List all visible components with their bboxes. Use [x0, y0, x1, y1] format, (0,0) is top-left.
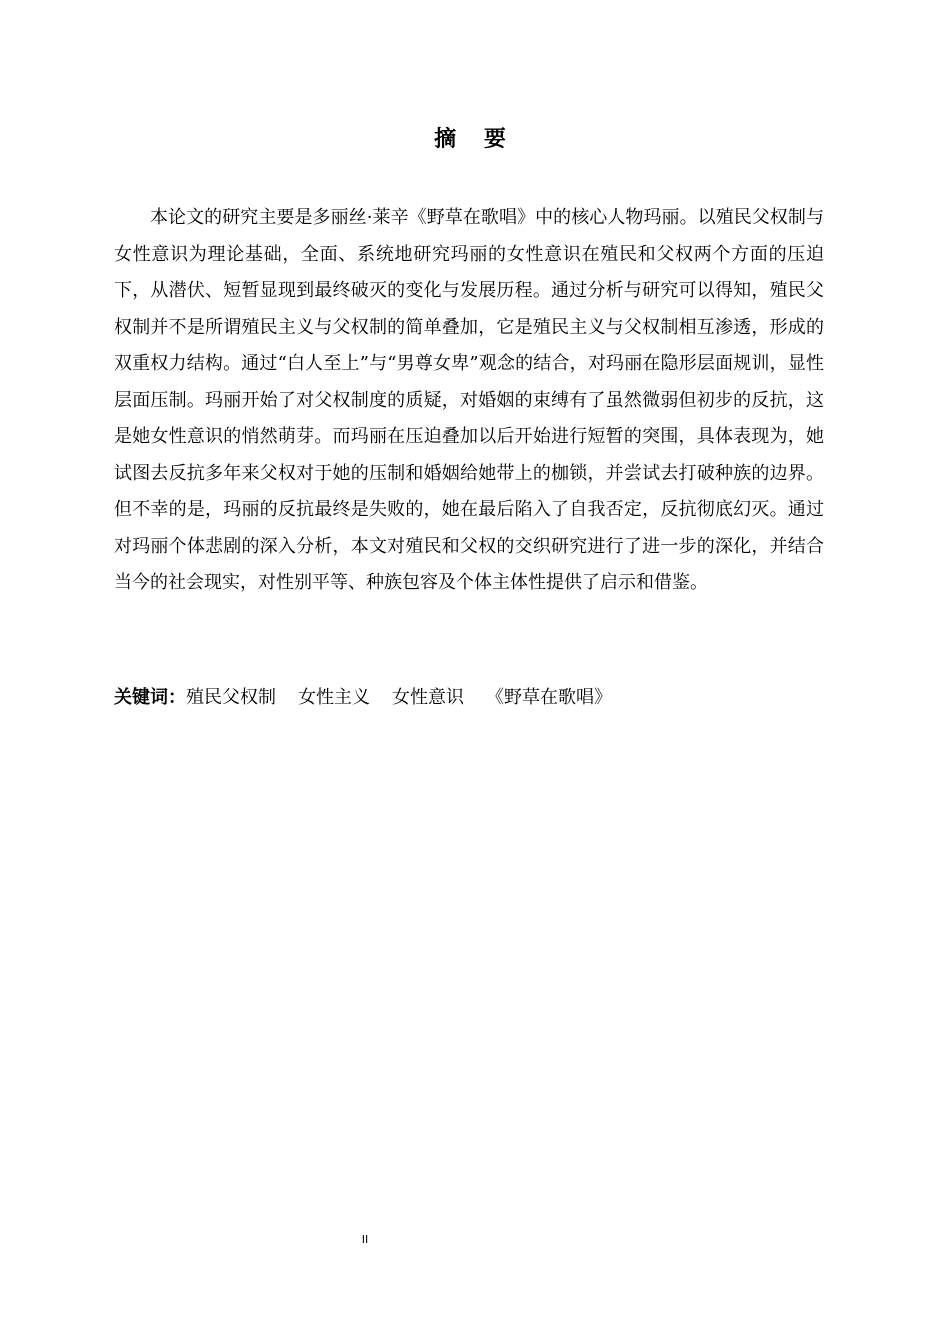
page-title: 摘 要 [434, 127, 516, 152]
keywords-label: 关键词： [114, 687, 186, 708]
keyword-item: 《野草在歌唱》 [486, 687, 612, 708]
keyword-item: 女性主义 [298, 687, 370, 708]
abstract-paragraph: 本论文的研究主要是多丽丝·莱辛《野草在歌唱》中的核心人物玛丽。以殖民父权制与女性意识为理论基础，全面、系统地研究玛丽的女性意识在殖民和父权两个方面的压迫下，从潜伏、短暂显现到最终破灭的变化与发展历程。通过分析与研究可以得知，殖民父权制并不是所谓殖民主义与父权制的简单叠加，它是殖民主义与父权制相互渗透，形成的双重权力结构。通过“白人至上”与“男尊女卑”观念的结合，对玛丽在隐形层面规训，显性层面压制。玛丽开始了对父权制度的质疑，对婚姻的束缚有了虽然微弱但初步的反抗，这是她女性意识的悄然萌芽。而玛丽在压迫叠加以后开始进行短暂的突围，具体表现为，她试图去反抗多年来父权对于她的压制和婚姻给她带上的枷锁，并尝试去打破种族的边界。但不幸的是，玛丽的反抗最终是失败的，她在最后陷入了自我否定，反抗彻底幻灭。通过对玛丽个体悲剧的深入分析，本文对殖民和父权的交织研究进行了进一步的深化，并结合当今的社会现实，对性别平等、种族包容及个体主体性提供了启示和借鉴。 [114, 207, 824, 593]
page-number: II [361, 1233, 369, 1246]
keyword-item: 殖民父权制 [186, 687, 276, 708]
keyword-item: 女性意识 [392, 687, 464, 708]
keywords-line [114, 680, 824, 716]
